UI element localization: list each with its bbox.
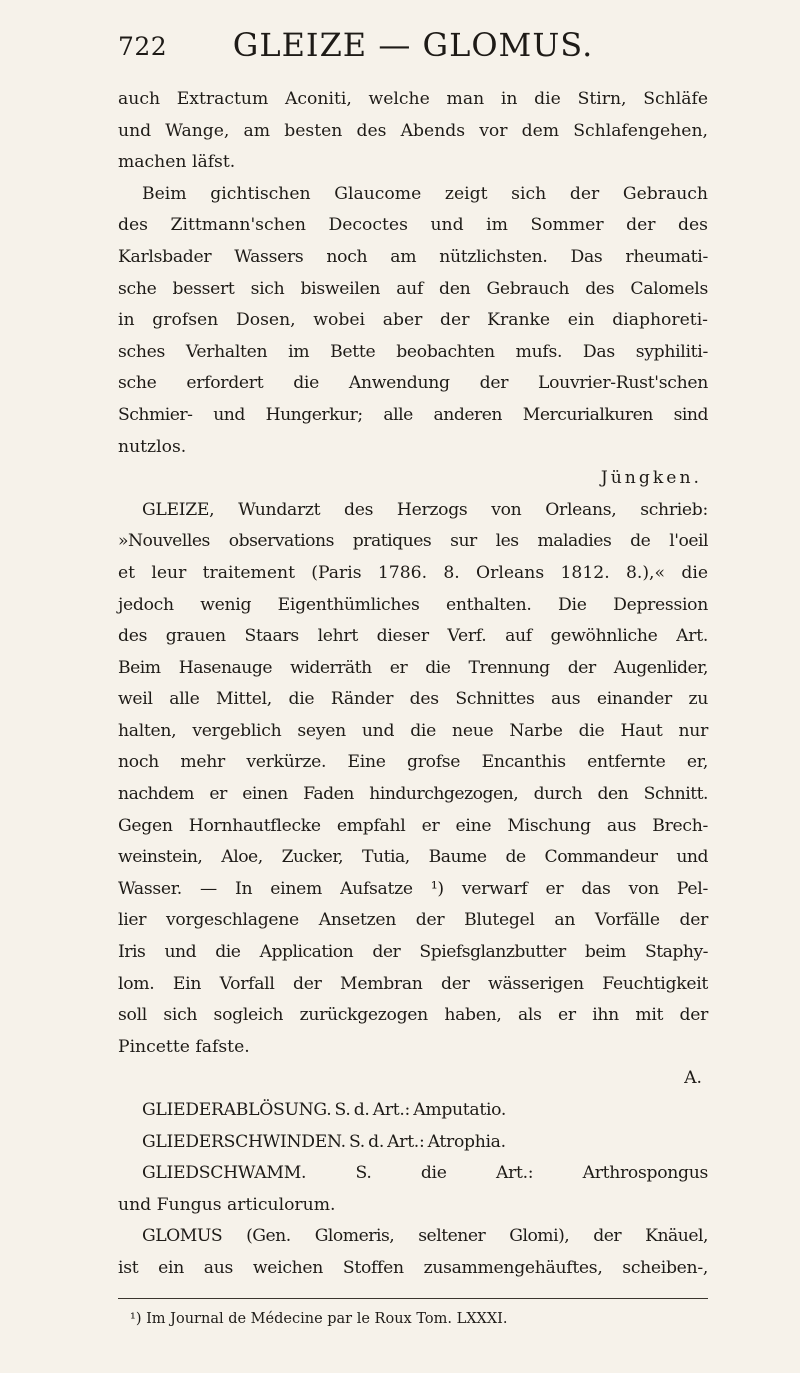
text-line: des Zittmann'schen Decoctes und im Sommer der des — [118, 215, 708, 236]
text-line: ist ein aus weichen Stoffen zusammengehäuftes, scheiben-, — [118, 1257, 708, 1278]
text-line: soll sich sogleich zurückgezogen haben, als er ihn mit der — [118, 1005, 708, 1026]
author-signature: A. — [684, 1068, 702, 1089]
text-line: des grauen Staars lehrt dieser Verf. auf gewöhnliche Art. — [118, 626, 708, 647]
body-text — [118, 84, 708, 1285]
text-line: Karlsbader Wassers noch am nützlichsten. Das rheumati- — [118, 246, 708, 267]
text-line: et leur traitement (Paris 1786. 8. Orleans 1812. 8.),« die — [118, 562, 708, 583]
text-line: sches Verhalten im Bette beobachten mufs. Das syphiliti- — [118, 341, 708, 362]
text-line: noch mehr verkürze. Eine grofse Encanthis entfernte er, — [118, 752, 708, 773]
text-line: Wasser. — In einem Aufsatze ¹) verwarf er das von Pel- — [118, 878, 708, 899]
author-signature: Jüngken. — [600, 468, 702, 489]
entry-heading-line: GLIEDSCHWAMM. S. die Art.: Arthrospongus — [142, 1163, 708, 1184]
entry-heading-line: GLIEDERSCHWINDEN. S. d. Art.: Atrophia. — [142, 1131, 506, 1152]
text-line: Pincette fafste. — [118, 1036, 250, 1057]
entry-heading-line: GLEIZE, Wundarzt des Herzogs von Orleans, schrieb: — [142, 499, 708, 520]
text-line: nachdem er einen Faden hindurchgezogen, durch den Schnitt. — [118, 784, 708, 805]
text-line: Beim gichtischen Glaucome zeigt sich der Gebrauch — [142, 183, 708, 204]
text-line: halten, vergeblich seyen und die neue Narbe die Haut nur — [118, 720, 708, 741]
entry-heading-line: GLIEDERABLÖSUNG. S. d. Art.: Amputatio. — [142, 1100, 507, 1120]
text-line: weil alle Mittel, die Ränder des Schnittes aus einander zu — [118, 689, 708, 710]
page-header — [118, 22, 708, 72]
text-line: und Fungus articulorum. — [118, 1194, 336, 1215]
text-line: »Nouvelles observations pratiques sur les maladies de l'oeil — [118, 531, 708, 552]
text-line: lier vorgeschlagene Ansetzen der Blutegel an Vorfälle der — [118, 910, 708, 931]
text-line: Gegen Hornhautflecke empfahl er eine Mischung aus Brech- — [118, 815, 708, 836]
text-line: machen läfst. — [118, 152, 236, 173]
text-line: und Wange, am besten des Abends vor dem Schlafengehen, — [118, 120, 708, 141]
text-line: Beim Hasenauge widerräth er die Trennung der Augenlider, — [118, 657, 708, 678]
entry-heading-line: GLOMUS (Gen. Glomeris, seltener Glomi), der Knäuel, — [142, 1226, 708, 1247]
footnote: ¹) Im Journal de Médecine par le Roux Tom. LXXXI. — [130, 1311, 508, 1327]
text-line: auch Extractum Aconiti, welche man in die Stirn, Schläfe — [118, 89, 708, 109]
running-head: GLEIZE — GLOMUS. — [232, 26, 594, 64]
footnote-divider — [118, 1298, 708, 1299]
text-line: sche bessert sich bisweilen auf den Gebrauch des Calomels — [118, 278, 708, 299]
text-line: sche erfordert die Anwendung der Louvrier-Rust'schen — [118, 373, 708, 394]
text-line: Schmier- und Hungerkur; alle anderen Mercurialkuren sind — [118, 404, 708, 425]
page-number: 722 — [118, 32, 168, 61]
text-line: weinstein, Aloe, Zucker, Tutia, Baume de Commandeur und — [118, 847, 708, 868]
text-line: Iris und die Application der Spiefsglanzbutter beim Staphy- — [118, 942, 708, 963]
text-line: in grofsen Dosen, wobei aber der Kranke ein diaphoreti- — [118, 310, 708, 331]
text-line: nutzlos. — [118, 436, 187, 457]
text-line: jedoch wenig Eigenthümliches enthalten. Die Depression — [118, 594, 708, 615]
text-line: lom. Ein Vorfall der Membran der wässerigen Feuchtigkeit — [118, 973, 708, 994]
